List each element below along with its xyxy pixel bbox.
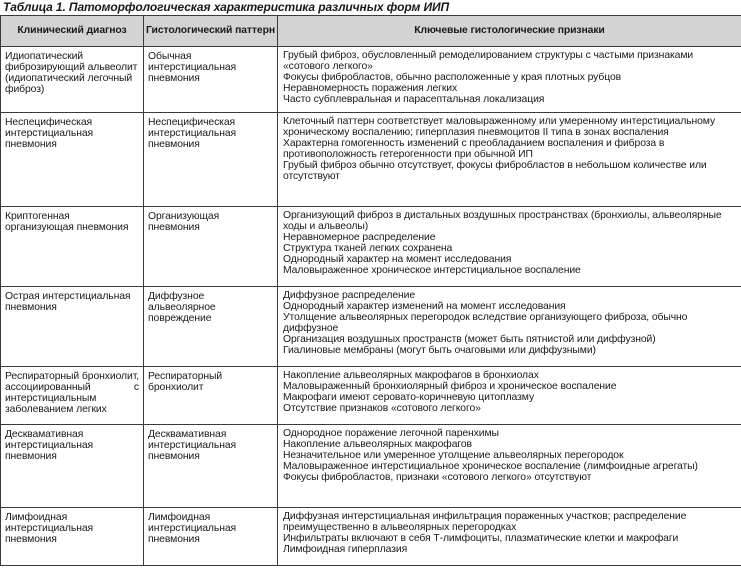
feature-item: Однородный характер изменений на момент исследования	[283, 301, 566, 313]
header-diagnosis: Клинический диагноз	[1, 16, 144, 47]
features-cell	[278, 207, 741, 287]
feature-item: Клеточный паттерн соответствует маловыраженному или умеренному интерстициальному хроническому воспалению; гиперплазия пневмоцитов II типа в зонах воспаления	[283, 116, 716, 139]
header-features: Ключевые гистологические признаки	[278, 16, 741, 47]
feature-item: Диффузная интерстициальная инфильтрация пораженных участков; распределение преимущественно в альвеолярных перегородках	[283, 511, 687, 534]
feature-item: Характерна гомогенность изменений с преобладанием воспаления и фиброза в противоположность гетерогенности при обычной ИП	[283, 138, 665, 161]
features-cell	[278, 287, 741, 367]
table-row	[1, 287, 741, 367]
diagnosis-cell: Лимфоидная интерстициальная пневмония	[1, 508, 144, 566]
feature-item: Однородное поражение легочной паренхимы	[283, 428, 499, 439]
feature-item: Инфильтраты включают в себя Т-лимфоциты, плазматические клетки и макрофаги	[283, 533, 679, 545]
features-cell	[278, 113, 741, 207]
pattern-cell: Неспецифическая интерстициальная пневмония	[144, 113, 278, 207]
pattern-cell: Обычная интерстициальная пневмония	[144, 47, 278, 113]
pattern-cell: Организующая пневмония	[144, 207, 278, 287]
diagnosis-cell: Криптогенная организующая пневмония	[1, 207, 144, 287]
table-row	[1, 47, 741, 113]
feature-item: Фокусы фибробластов, признаки «сотового легкого» отсутствуют	[283, 472, 592, 484]
feature-item: Структура тканей легких сохранена	[283, 243, 453, 255]
pattern-cell: Десквамативная интерстициальная пневмония	[144, 425, 278, 508]
feature-item: Фокусы фибробластов, обычно расположенные у края плотных рубцов	[283, 72, 622, 84]
feature-item: Грубый фиброз, обусловленный ремоделированием структуры с частыми признаками «сотового легкого»	[283, 50, 694, 73]
diagnosis-cell: Респираторный бронхиолит, ассоциированный с интерстициальным заболеванием легких	[1, 367, 144, 425]
feature-item: Диффузное распределение	[283, 290, 416, 301]
pathology-table	[0, 15, 741, 566]
diagnosis-cell: Идиопатический фиброзирующий альвеолит (идиопатический легочный фиброз)	[1, 47, 144, 113]
diagnosis-cell: Острая интерстициальная пневмония	[1, 287, 144, 367]
features-cell	[278, 367, 741, 425]
table-row	[1, 207, 741, 287]
feature-item: Утолщение альвеолярных перегородок вследствие организующего фиброза, обычно диффузное	[283, 312, 688, 335]
header-pattern: Гистологический паттерн	[144, 16, 278, 47]
feature-item: Макрофаги имеют серовато-коричневую цитоплазму	[283, 392, 535, 404]
feature-item: Однородный характер на момент исследования	[283, 254, 512, 266]
features-cell	[278, 425, 741, 508]
feature-item: Грубый фиброз обычно отсутствует, фокусы фибробластов в небольшом количестве или отсутствуют	[283, 160, 707, 183]
feature-item: Неравномерное распределение	[283, 232, 436, 244]
feature-item: Организация воздушных пространств (может быть пятнистой или диффузной)	[283, 334, 656, 346]
feature-item: Отсутствие признаков «сотового легкого»	[283, 403, 481, 415]
table-header-row	[1, 16, 741, 47]
feature-item: Накопление альвеолярных макрофагов	[283, 439, 472, 451]
feature-item: Неравномерность поражения легких	[283, 83, 458, 95]
table-row	[1, 113, 741, 207]
features-cell	[278, 508, 741, 566]
pattern-cell: Диффузное альвеолярное повреждение	[144, 287, 278, 367]
table-caption: Таблица 1. Патоморфологическая характеристика различных форм ИИП	[3, 0, 450, 14]
features-cell	[278, 47, 741, 113]
diagnosis-cell: Десквамативная интерстициальная пневмония	[1, 425, 144, 508]
feature-item: Часто субплевральная и парасептальная локализация	[283, 94, 545, 106]
feature-item: Организующий фиброз в дистальных воздушных пространствах (бронхиолы, альвеолярные ходы и альвеолы)	[283, 210, 722, 233]
feature-item: Маловыраженное хроническое интерстициальное воспаление	[283, 265, 581, 277]
feature-item: Незначительное или умеренное утолщение альвеолярных перегородок	[283, 450, 624, 462]
feature-item: Накопление альвеолярных макрофагов в бронхиолах	[283, 370, 539, 381]
table-row	[1, 425, 741, 508]
feature-item: Лимфоидная гиперплазия	[283, 544, 408, 556]
pattern-cell: Респираторный бронхиолит	[144, 367, 278, 425]
table-row	[1, 508, 741, 566]
feature-item: Маловыраженное интерстициальное хроническое воспаление (лимфоидные агрегаты)	[283, 461, 698, 473]
table-row	[1, 367, 741, 425]
feature-item: Гиалиновые мембраны (могут быть очаговыми или диффузными)	[283, 345, 596, 357]
diagnosis-cell: Неспецифическая интерстициальная пневмония	[1, 113, 144, 207]
feature-item: Маловыраженный бронхиолярный фиброз и хроническое воспаление	[283, 381, 617, 393]
pattern-cell: Лимфоидная интерстициальная пневмония	[144, 508, 278, 566]
